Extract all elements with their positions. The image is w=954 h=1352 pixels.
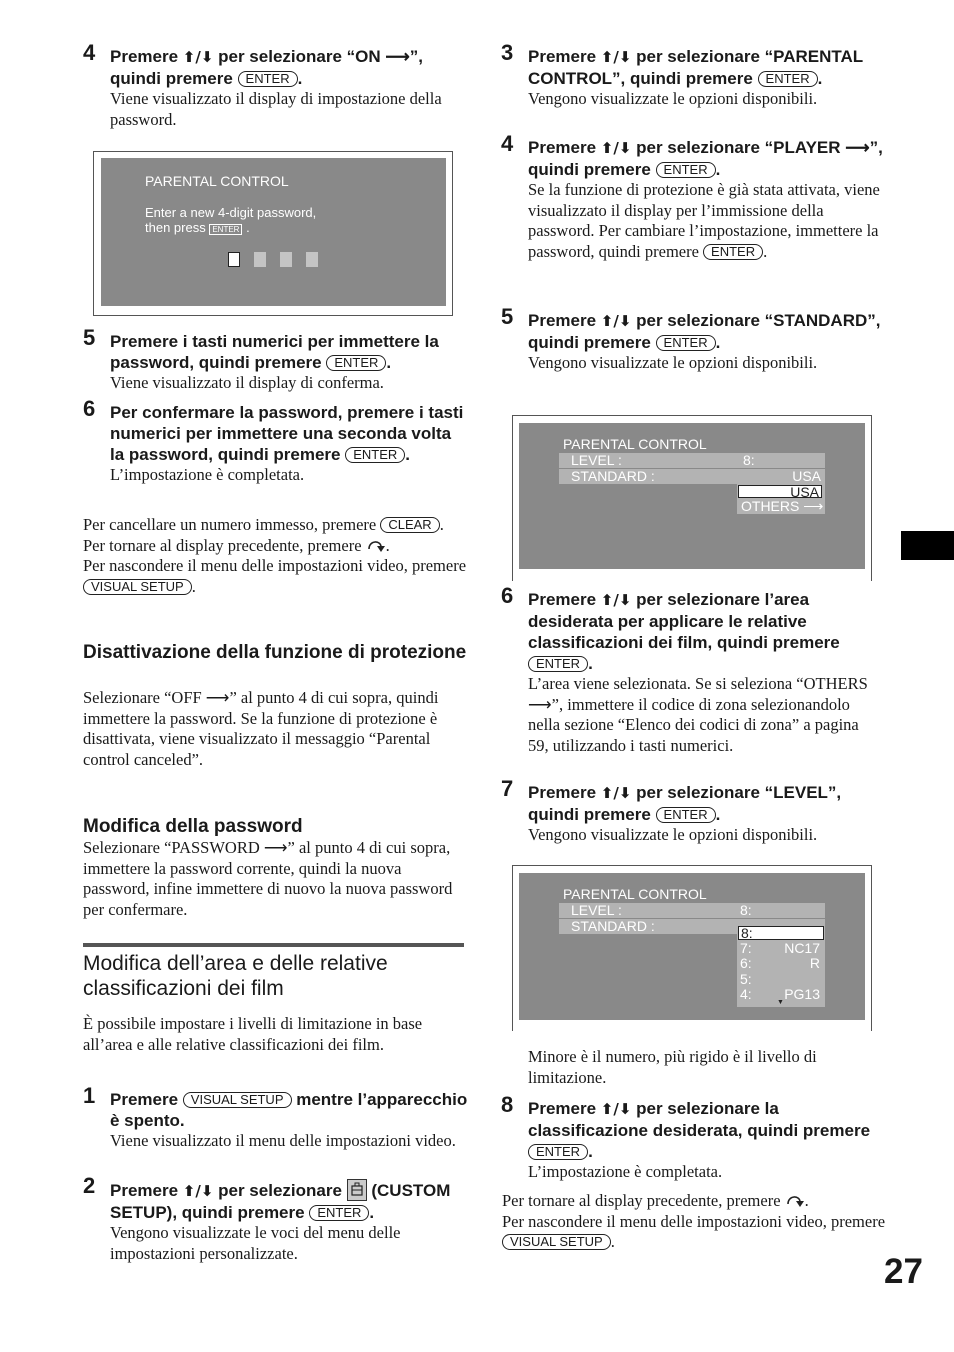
up-down-arrows-icon: ⬆/⬇ bbox=[600, 312, 632, 330]
level-option: 7: NC17 bbox=[740, 940, 820, 956]
option-others: OTHERS ⟶ bbox=[741, 498, 824, 514]
up-down-arrows-icon: ⬆/⬇ bbox=[600, 139, 632, 157]
note-clear: Per cancellare un numero immesso, premere CLEAR . bbox=[83, 515, 444, 534]
step-number: 4 bbox=[83, 40, 96, 65]
step-instruction: Premere ⬆/⬇ per selezionare (CUSTOM SETUP), quindi premere ENTER . bbox=[110, 1181, 451, 1222]
step-instruction: Premere ⬆/⬇ per selezionare l’area desiderata per applicare le relative classificazioni dei film, quindi premere ENTER . bbox=[528, 590, 840, 673]
level-option: 5: bbox=[740, 971, 752, 987]
section-heading-disable: Disattivazione della funzione di protezione bbox=[83, 642, 467, 663]
enter-button-label: ENTER bbox=[309, 1205, 369, 1221]
level-option: 6: R bbox=[740, 955, 820, 971]
step-number: 7 bbox=[501, 776, 514, 801]
note-visual-setup: Per nascondere il menu delle impostazioni video, premere VISUAL SETUP . bbox=[83, 556, 467, 596]
step-description: Viene visualizzato il menu delle impostazioni video. bbox=[110, 1131, 456, 1150]
step-number: 3 bbox=[501, 40, 514, 65]
parental-control-screen bbox=[519, 873, 865, 1020]
password-digit-box bbox=[254, 252, 266, 267]
up-down-arrows-icon: ⬆/⬇ bbox=[600, 1100, 632, 1118]
return-icon bbox=[366, 537, 386, 553]
scroll-down-icon: ▼ bbox=[777, 999, 784, 1006]
step-number: 5 bbox=[83, 325, 96, 350]
step-instruction: Premere ⬆/⬇ per selezionare “ON ⟶”, quindi premere ENTER . bbox=[110, 47, 423, 88]
section-heading-password: Modifica della password bbox=[83, 816, 303, 837]
up-down-arrows-icon: ⬆/⬇ bbox=[182, 48, 214, 66]
screen-title: PARENTAL CONTROL bbox=[145, 173, 289, 189]
step-description: Se la funzione di protezione è già stata attivata, viene visualizzato il display per l’immissione della password. Per cambiare l’impostazione, immettere la password, quindi premere ENTER . bbox=[528, 180, 880, 261]
step-description: Vengono visualizzate le voci del menu delle impostazioni personalizzate. bbox=[110, 1223, 401, 1263]
step-7-right bbox=[501, 776, 888, 846]
enter-button-label: ENTER bbox=[528, 656, 588, 672]
step-description: L’impostazione è completata. bbox=[110, 465, 305, 484]
step-5-right bbox=[501, 304, 883, 374]
step-description: Vengono visualizzate le opzioni disponibili. bbox=[528, 825, 818, 844]
parental-control-screen bbox=[519, 423, 865, 569]
note-level: Minore è il numero, più rigido è il livello di limitazione. bbox=[528, 1047, 817, 1087]
notes-right bbox=[502, 1191, 887, 1253]
section-body-password: Selezionare “PASSWORD ⟶” al punto 4 di cui sopra, immettere la password corrente, quindi la nuova password, infine immettere di nuovo la nuova password per confermare. bbox=[83, 838, 453, 919]
step-instruction: Premere ⬆/⬇ per selezionare “STANDARD”, quindi premere ENTER . bbox=[528, 311, 881, 352]
step-instruction: Premere ⬆/⬇ per selezionare “PLAYER ⟶”, quindi premere ENTER . bbox=[528, 138, 883, 179]
enter-button-label: ENTER bbox=[758, 71, 818, 87]
visual-setup-button-label: VISUAL SETUP bbox=[83, 579, 192, 595]
section-body-disable: Selezionare “OFF ⟶” al punto 4 di cui sopra, quindi immettere la password. Se la funzione di protezione è disattivata, viene visualizzato il messaggio “Parental control canceled”. bbox=[83, 688, 439, 769]
password-digit-box bbox=[306, 252, 318, 267]
section-tab-marker bbox=[901, 531, 954, 560]
option-usa-selected: USA bbox=[738, 485, 822, 498]
custom-setup-icon bbox=[347, 1179, 367, 1201]
password-digit-box bbox=[280, 252, 292, 267]
level-row: LEVEL : 8: bbox=[559, 903, 825, 918]
step-instruction: Premere ⬆/⬇ per selezionare “PARENTAL CONTROL”, quindi premere ENTER . bbox=[528, 47, 863, 88]
note-return: Per tornare al display precedente, premere . bbox=[83, 535, 390, 555]
step-description: Viene visualizzato il display di conferma. bbox=[110, 373, 384, 392]
section-heading-area: Modifica dell’area e delle relative classificazioni dei film bbox=[83, 952, 388, 1000]
step-6-right bbox=[501, 583, 883, 756]
step-number: 8 bbox=[501, 1092, 514, 1117]
step-4-left bbox=[83, 40, 465, 130]
step-5-left bbox=[83, 325, 465, 394]
step-3-right bbox=[501, 40, 883, 110]
return-icon bbox=[785, 1192, 805, 1208]
notes-left bbox=[83, 515, 468, 597]
step-description: L’area viene selezionata. Se si seleziona “OTHERS ⟶”, immettere il codice di zona selezionandolo nella sezione “Elenco dei codici di zona” a pagina 59, utilizzando i tasti numerici. bbox=[528, 674, 868, 755]
step-instruction: Premere VISUAL SETUP mentre l’apparecchio è spento. bbox=[110, 1090, 468, 1130]
step-description: L’impostazione è completata. bbox=[528, 1162, 723, 1181]
clear-button-label: CLEAR bbox=[380, 517, 439, 533]
screen-figure-password bbox=[93, 151, 453, 316]
screen-title: PARENTAL CONTROL bbox=[563, 886, 707, 902]
step-instruction: Per confermare la password, premere i tasti numerici per immettere una seconda volta la password, quindi premere ENTER . bbox=[110, 403, 464, 464]
level-options-list bbox=[737, 919, 825, 1007]
standard-row: STANDARD : bbox=[559, 919, 825, 934]
step-number: 5 bbox=[501, 304, 514, 329]
screen-figure-level bbox=[512, 865, 872, 1031]
visual-setup-button-label: VISUAL SETUP bbox=[502, 1234, 611, 1250]
enter-button-label: ENTER bbox=[703, 244, 763, 260]
section-body-area: È possibile impostare i livelli di limitazione in base all’area e alle relative classificazioni dei film. bbox=[83, 1014, 423, 1054]
visual-setup-button-label: VISUAL SETUP bbox=[183, 1092, 292, 1108]
note-visual-setup: Per nascondere il menu delle impostazioni video, premere VISUAL SETUP . bbox=[502, 1211, 886, 1251]
screen-message-2: then press ENTER . bbox=[145, 220, 250, 235]
enter-key-icon: ENTER bbox=[209, 224, 242, 235]
step-description: Vengono visualizzate le opzioni disponibili. bbox=[528, 353, 818, 372]
step-4-right bbox=[501, 131, 883, 262]
step-description: Viene visualizzato il display di impostazione della password. bbox=[110, 89, 442, 129]
page-number: 27 bbox=[884, 1252, 923, 1291]
up-down-arrows-icon: ⬆/⬇ bbox=[182, 1182, 214, 1200]
enter-button-label: ENTER bbox=[656, 807, 716, 823]
step-instruction: Premere ⬆/⬇ per selezionare la classificazione desiderata, quindi premere ENTER . bbox=[528, 1099, 871, 1161]
section-divider bbox=[83, 943, 464, 947]
step-1-left bbox=[83, 1083, 468, 1152]
step-instruction: Premere i tasti numerici per immettere la password, quindi premere ENTER . bbox=[110, 332, 439, 372]
standard-row: STANDARD : USA bbox=[559, 469, 825, 484]
enter-button-label: ENTER bbox=[238, 71, 298, 87]
level-row: LEVEL : 8: bbox=[559, 453, 825, 468]
standard-options-list bbox=[737, 484, 825, 514]
level-option-selected: 8: bbox=[738, 926, 824, 940]
step-8-right bbox=[501, 1092, 883, 1183]
up-down-arrows-icon: ⬆/⬇ bbox=[600, 784, 632, 802]
note-return: Per tornare al display precedente, premere . bbox=[502, 1191, 809, 1210]
step-6-left bbox=[83, 396, 468, 486]
screen-title: PARENTAL CONTROL bbox=[563, 436, 707, 452]
enter-button-label: ENTER bbox=[656, 335, 716, 351]
step-instruction: Premere ⬆/⬇ per selezionare “LEVEL”, quindi premere ENTER . bbox=[528, 783, 842, 824]
step-2-left bbox=[83, 1173, 468, 1264]
step-number: 4 bbox=[501, 131, 514, 156]
password-digit-box-active bbox=[228, 252, 240, 267]
step-number: 1 bbox=[83, 1083, 96, 1108]
step-number: 6 bbox=[501, 583, 514, 608]
step-description: Vengono visualizzate le opzioni disponibili. bbox=[528, 89, 818, 108]
level-option: 4: PG13 bbox=[740, 986, 820, 1002]
enter-button-label: ENTER bbox=[326, 355, 386, 371]
up-down-arrows-icon: ⬆/⬇ bbox=[600, 48, 632, 66]
parental-control-screen bbox=[101, 158, 446, 306]
step-number: 2 bbox=[83, 1173, 96, 1198]
up-down-arrows-icon: ⬆/⬇ bbox=[600, 591, 632, 609]
screen-figure-standard bbox=[512, 415, 872, 581]
enter-button-label: ENTER bbox=[656, 162, 716, 178]
screen-message: Enter a new 4-digit password, bbox=[145, 205, 317, 220]
enter-button-label: ENTER bbox=[345, 447, 405, 463]
enter-button-label: ENTER bbox=[528, 1144, 588, 1160]
step-number: 6 bbox=[83, 396, 96, 421]
